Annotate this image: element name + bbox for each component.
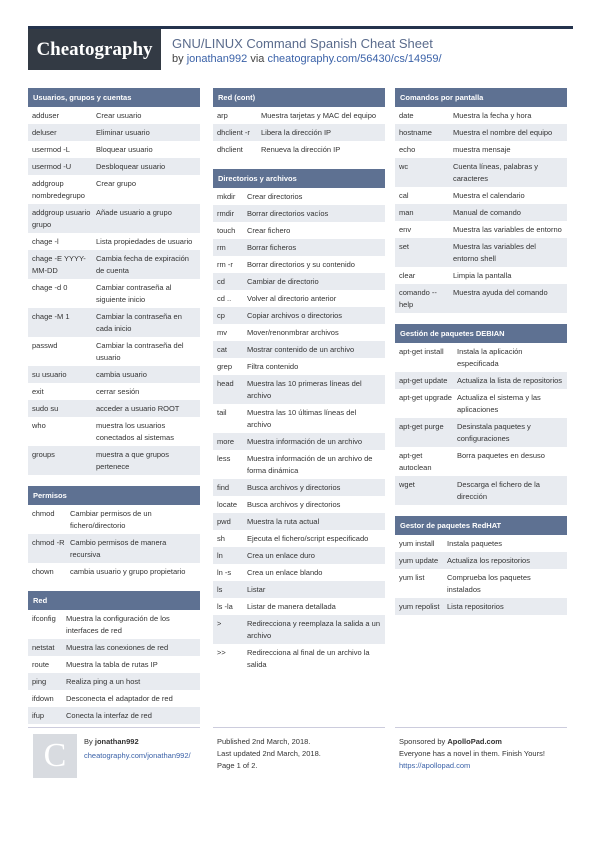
description-cell: Muestra información de un archivo de forma dinámica [247,453,373,475]
description-cell: Muestra la ruta actual [247,516,320,526]
table-row [28,141,200,158]
published-date: Published 2nd March, 2018. [217,737,311,746]
section [28,88,200,475]
command-cell: cp [217,310,225,320]
section-title: Permisos [28,486,200,505]
command-cell: locate [217,499,238,509]
description-cell: Bloquear usuario [96,144,153,154]
description-cell: Filtra contenido [247,361,299,371]
section [213,169,385,673]
description-cell: Instala paquetes [447,538,503,548]
section-title: Red (cont) [213,88,385,107]
command-cell: pwd [217,516,231,526]
description-cell: Crear usuario [96,110,142,120]
command-cell: usermod -L [32,144,70,154]
footer-author [84,736,191,762]
table-row [395,141,567,158]
section [395,516,567,615]
command-cell: set [399,241,410,251]
footer-rule-middle [213,727,385,728]
table-row [28,366,200,383]
command-cell: ifconfig [32,613,56,623]
table-row [213,479,385,496]
table-row [28,505,200,534]
description-cell: Mover/renonmbrar archivos [247,327,339,337]
command-cell: chage -l [32,236,59,246]
description-cell: Desconecta el adaptador de red [66,693,173,703]
column-middle [213,88,385,684]
table-row [395,476,567,505]
description-cell: Redirecciona al final de un archivo la salida [247,647,370,669]
description-cell: Ejecuta el fichero/script especificado [247,533,369,543]
table-row [213,598,385,615]
table-row [213,222,385,239]
table-row [213,513,385,530]
table-row [213,290,385,307]
description-cell: Actualiza los repositorios [447,555,530,565]
command-cell: less [217,453,231,463]
author-link[interactable]: jonathan992 [186,53,248,65]
command-cell: more [217,436,235,446]
description-cell: Comprueba los paquetes instalados [447,572,531,594]
command-cell: mv [217,327,227,337]
section [28,486,200,580]
description-cell: Mostrar contenido de un archivo [247,344,355,354]
command-cell: ln -s [217,567,232,577]
table-row [28,639,200,656]
table-row [213,188,385,205]
description-cell: Copiar archivos o directorios [247,310,343,320]
via-label: via [250,53,265,65]
description-cell: Eliminar usuario [96,127,150,137]
table-row [28,446,200,475]
description-cell: Muestra la tabla de rutas IP [66,659,158,669]
description-cell: Muestra ayuda del comando [453,287,548,297]
command-cell: apt-get autoclean [399,450,432,472]
command-cell: man [399,207,414,217]
description-cell: Desinstala paquetes y configuraciones [457,421,531,443]
table-row [213,107,385,124]
command-cell: cal [399,190,409,200]
table-row [213,547,385,564]
table-row [28,534,200,563]
table-row [395,418,567,447]
cheatography-logo[interactable]: Cheatography [28,29,161,70]
command-cell: groups [32,449,55,459]
command-cell: yum install [399,538,435,548]
description-cell: cambia usuario [96,369,147,379]
table-row [395,569,567,598]
table-row [213,141,385,158]
description-cell: Libera la dirección IP [261,127,332,137]
command-cell: comando --help [399,287,437,309]
command-cell: deluser [32,127,57,137]
description-cell: acceder a usuario ROOT [96,403,180,413]
description-cell: Muestra las conexiones de red [66,642,169,652]
table-row [28,610,200,639]
description-cell: Redirecciona y reemplaza la salida a un archivo [247,618,380,640]
table-row [395,552,567,569]
footer-author-name[interactable]: jonathan992 [94,737,139,746]
command-cell: clear [399,270,416,280]
table-row [213,615,385,644]
by-label: by [172,53,184,65]
description-cell: Listar [247,584,266,594]
command-cell: hostname [399,127,432,137]
table-row [28,279,200,308]
command-cell: apt-get update [399,375,448,385]
command-cell: dhclient -r [217,127,250,137]
description-cell: Desbloquear usuario [96,161,166,171]
command-cell: su usuario [32,369,67,379]
command-cell: route [32,659,50,669]
command-cell: chmod -R [32,537,65,547]
description-cell: Borrar directorios vacíos [247,208,329,218]
command-cell: chage -d 0 [32,282,68,292]
table-row [213,256,385,273]
description-cell: Muestra el calendario [453,190,525,200]
sponsor-line [399,736,545,748]
author-avatar[interactable]: C [33,734,77,778]
description-cell: Muestra la configuración de los interfaces de red [66,613,170,635]
description-cell: Crear grupo [96,178,137,188]
command-cell: date [399,110,414,120]
table-row [213,450,385,479]
description-cell: muestra los usuarios conectados al sistemas [96,420,174,442]
command-cell: yum repolist [399,601,440,611]
table-row [395,187,567,204]
description-cell: Cambiar la contraseña del usuario [96,340,184,362]
description-cell: Crear fichero [247,225,291,235]
updated-date: Last updated 2nd March, 2018. [217,749,321,758]
description-cell: Borra paquetes en desuso [457,450,545,460]
command-cell: dhclient [217,144,243,154]
section-title: Directorios y archivos [213,169,385,188]
table-row [395,598,567,615]
footer-dates [217,736,321,772]
table-row [28,417,200,446]
description-cell: Cambiar contraseña al siguiente inicio [96,282,172,304]
table-row [213,307,385,324]
command-cell: rm -r [217,259,233,269]
description-cell: cerrar sesión [96,386,140,396]
command-cell: chage -M 1 [32,311,70,321]
column-left [28,88,200,735]
description-cell: Crear directorios [247,191,303,201]
command-cell: sudo su [32,403,59,413]
description-cell: Muestra las variables de entorno [453,224,562,234]
description-cell: Lista repositorios [447,601,504,611]
description-cell: Renueva la dirección IP [261,144,341,154]
command-cell: wc [399,161,409,171]
description-cell: Cambio permisos de manera recursiva [70,537,167,559]
column-right [395,88,567,626]
description-cell: muestra a que grupos pertenece [96,449,169,471]
table-row [395,221,567,238]
description-cell: cambia usuario y grupo propietario [70,566,186,576]
command-cell: chmod [32,508,55,518]
table-row [395,372,567,389]
table-row [213,324,385,341]
command-cell: sh [217,533,225,543]
table-row [213,433,385,450]
table-row [213,496,385,513]
footer-author-url[interactable]: cheatography.com/jonathan992/ [84,751,191,760]
section-title: Comandos por pantalla [395,88,567,107]
description-cell: Borrar directorios y su contenido [247,259,355,269]
command-cell: touch [217,225,236,235]
command-cell: cd [217,276,225,286]
command-cell: ln [217,550,223,560]
footer-rule-left [28,727,200,728]
description-cell: Muestra las 10 primeras líneas del archivo [247,378,362,400]
page-subtitle [172,53,442,65]
command-cell: ls [217,584,223,594]
footer-by-label: By [84,737,93,746]
command-cell: head [217,378,234,388]
command-cell: who [32,420,46,430]
table-row [213,239,385,256]
description-cell: Borrar ficheros [247,242,297,252]
table-row [213,404,385,433]
command-cell: usermod -U [32,161,72,171]
table-row [395,447,567,476]
command-cell: > [217,618,222,628]
command-cell: exit [32,386,44,396]
table-row [213,341,385,358]
table-row [395,124,567,141]
command-cell: ping [32,676,47,686]
table-row [28,400,200,417]
table-row [28,673,200,690]
table-row [213,375,385,404]
command-cell: grep [217,361,233,371]
page-number: Page 1 of 2. [217,761,258,770]
table-row [28,175,200,204]
description-cell: Muestra el nombre del equipo [453,127,553,137]
table-row [28,690,200,707]
description-cell: Muestra las variables del entorno shell [453,241,536,263]
description-cell: Volver al directorio anterior [247,293,337,303]
description-cell: Busca archivos y directorios [247,482,341,492]
description-cell: Muestra las 10 últimas líneas del archivo [247,407,357,429]
command-cell: rmdir [217,208,235,218]
table-row [395,389,567,418]
table-row [213,205,385,222]
sponsor-tagline: Everyone has a novel in them. Finish Yours! [399,749,545,758]
description-cell: Actualiza la lista de repositorios [457,375,563,385]
table-row [213,358,385,375]
table-row [395,238,567,267]
description-cell: Descarga el fichero de la dirección [457,479,540,501]
table-row [395,343,567,372]
table-row [395,284,567,313]
description-cell: Instala la aplicación especificada [457,346,523,368]
table-row [28,124,200,141]
command-cell: wget [399,479,415,489]
command-cell: ifup [32,710,45,720]
table-row [395,107,567,124]
description-cell: Lista propiedades de usuario [96,236,193,246]
command-cell: yum update [399,555,439,565]
command-cell: netstat [32,642,55,652]
description-cell: Realiza ping a un host [66,676,141,686]
command-cell: passwd [32,340,58,350]
description-cell: Cambia fecha de expiración de cuenta [96,253,189,275]
sponsor-url[interactable]: https://apollopad.com [399,761,471,770]
footer-rule-right [395,727,567,728]
command-cell: addgroup usuario grupo [32,207,91,229]
command-cell: ls -la [217,601,233,611]
table-row [28,337,200,366]
command-cell: apt-get install [399,346,444,356]
table-row [28,656,200,673]
table-row [213,124,385,141]
command-cell: mkdir [217,191,236,201]
description-cell: Crea un enlace blando [247,567,323,577]
description-cell: Actualiza el sistema y las aplicaciones [457,392,541,414]
sheet-url-link[interactable]: cheatography.com/56430/cs/14959/ [267,53,442,65]
description-cell: Cambiar de directorio [247,276,319,286]
command-cell: addgroup nombredegrupo [32,178,85,200]
page-title: GNU/LINUX Command Spanish Cheat Sheet [172,36,433,51]
table-row [213,530,385,547]
table-row [395,267,567,284]
section [395,88,567,313]
section [395,324,567,505]
table-row [213,564,385,581]
table-row [395,204,567,221]
section [28,591,200,724]
table-row [395,158,567,187]
description-cell: Añade usuario a grupo [96,207,172,217]
description-cell: Cambiar permisos de un fichero/directorio [70,508,152,530]
description-cell: Cuenta líneas, palabras y caracteres [453,161,539,183]
command-cell: tail [217,407,227,417]
command-cell: apt-get upgrade [399,392,452,402]
description-cell: Crea un enlace duro [247,550,315,560]
command-cell: arp [217,110,228,120]
table-row [28,158,200,175]
table-row [28,383,200,400]
description-cell: muestra mensaje [453,144,511,154]
table-row [28,250,200,279]
table-row [28,233,200,250]
table-row [395,535,567,552]
description-cell: Muestra la fecha y hora [453,110,532,120]
description-cell: Listar de manera detallada [247,601,336,611]
table-row [213,273,385,290]
command-cell: chage -E YYYY-MM-DD [32,253,86,275]
command-cell: adduser [32,110,60,120]
table-row [28,204,200,233]
table-row [28,107,200,124]
table-row [213,581,385,598]
sponsored-by-label: Sponsored by [399,737,446,746]
table-row [28,308,200,337]
command-cell: cat [217,344,228,354]
command-cell: env [399,224,412,234]
command-cell: apt-get purge [399,421,444,431]
description-cell: Conecta la interfaz de red [66,710,152,720]
description-cell: Manual de comando [453,207,521,217]
description-cell: Muestra tarjetas y MAC del equipo [261,110,377,120]
command-cell: cd .. [217,293,232,303]
command-cell: chown [32,566,54,576]
command-cell: echo [399,144,416,154]
section-title: Red [28,591,200,610]
sponsor-name[interactable]: ApolloPad.com [447,737,502,746]
section-title: Gestión de paquetes DEBIAN [395,324,567,343]
command-cell: yum list [399,572,425,582]
section [213,88,385,158]
table-row [28,707,200,724]
description-cell: Busca archivos y directorios [247,499,341,509]
command-cell: rm [217,242,226,252]
command-cell: ifdown [32,693,54,703]
command-cell: find [217,482,230,492]
section-title: Gestor de paquetes RedHAT [395,516,567,535]
description-cell: Muestra información de un archivo [247,436,363,446]
section-title: Usuarios, grupos y cuentas [28,88,200,107]
table-row [213,644,385,673]
table-row [28,563,200,580]
footer-sponsor [399,736,545,772]
command-cell: >> [217,647,226,657]
description-cell: Cambiar la contraseña en cada inicio [96,311,182,333]
description-cell: Limpia la pantalla [453,270,512,280]
